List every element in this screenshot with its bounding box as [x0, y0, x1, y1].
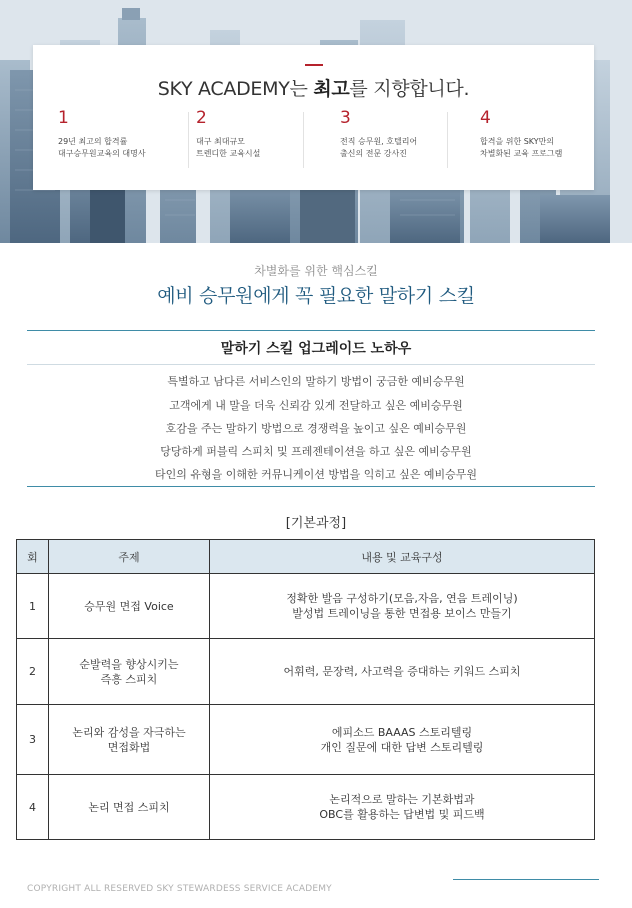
- feature-description: 29년 최고의 합격률 대구승무원교육의 대명사: [58, 137, 146, 158]
- knowhow-point: 특별하고 남다른 서비스인의 말하기 방법이 궁금한 예비승무원: [167, 375, 465, 388]
- curriculum-title: [기본과정]: [285, 516, 347, 531]
- divider: [27, 486, 595, 487]
- cell-no: 1: [17, 574, 49, 639]
- divider: [447, 112, 448, 168]
- table-row: [17, 705, 595, 775]
- cell-no: 4: [17, 775, 49, 840]
- feature-number: 2: [196, 108, 207, 128]
- knowhow-point: 호감을 주는 말하기 방법으로 경쟁력을 높이고 싶은 예비승무원: [165, 422, 467, 435]
- table-header-row: [17, 540, 595, 574]
- feature-item-2: [196, 108, 328, 160]
- table-row: [17, 639, 595, 705]
- divider: [27, 364, 595, 365]
- knowhow-title: 말하기 스킬 업그레이드 노하우: [220, 341, 412, 357]
- hero-title: SKY ACADEMY는 최고를 지향합니다.: [157, 78, 470, 100]
- divider: [188, 112, 189, 168]
- feature-description: 합격을 위한 SKY만의 차별화된 교육 프로그램: [480, 137, 563, 158]
- table-row: [17, 574, 595, 639]
- hero-banner: [0, 0, 632, 243]
- cell-content: 논리적으로 말하는 기본화법과 OBC를 활용하는 답변법 및 피드백: [210, 775, 595, 840]
- cell-content: 에피소드 BAAAS 스토리텔링 개인 질문에 대한 답변 스토리텔링: [210, 705, 595, 775]
- feature-number: 1: [58, 108, 69, 128]
- cell-content: 정확한 발음 구성하기(모음,자음, 연음 트레이닝) 발성법 트레이닝을 통한 면접용 보이스 만들기: [210, 574, 595, 639]
- column-header-no: 회: [17, 540, 49, 574]
- cell-no: 2: [17, 639, 49, 705]
- feature-item-1: [58, 108, 190, 160]
- column-header-content: 내용 및 교육구성: [210, 540, 595, 574]
- feature-item-4: [480, 108, 612, 160]
- cell-topic: 논리와 감성을 자극하는 면접화법: [49, 705, 210, 775]
- curriculum-table: [16, 539, 595, 840]
- section-title: 예비 승무원에게 꼭 필요한 말하기 스킬: [157, 285, 475, 307]
- cell-topic: 순발력을 향상시키는 즉흥 스피치: [49, 639, 210, 705]
- accent-mark: [305, 64, 323, 66]
- table-row: [17, 775, 595, 840]
- divider: [27, 330, 595, 331]
- feature-description: 전직 승무원, 호텔리어 출신의 전문 강사진: [340, 137, 418, 158]
- feature-number: 4: [480, 108, 491, 128]
- knowhow-point: 당당하게 퍼블릭 스피치 및 프레젠테이션을 하고 싶은 예비승무원: [160, 445, 472, 458]
- copyright-text: COPYRIGHT ALL RESERVED SKY STEWARDESS SERVICE ACADEMY: [27, 884, 332, 894]
- cell-topic: 승무원 면접 Voice: [49, 574, 210, 639]
- divider: [453, 879, 599, 880]
- cell-no: 3: [17, 705, 49, 775]
- section-kicker: 차별화를 위한 핵심스킬: [254, 264, 378, 278]
- knowhow-point: 고객에게 내 말을 더욱 신뢰감 있게 전달하고 싶은 예비승무원: [169, 399, 463, 412]
- divider: [303, 112, 304, 168]
- cell-content: 어휘력, 문장력, 사고력을 증대하는 키워드 스피치: [210, 639, 595, 705]
- feature-description: 대구 최대규모 트렌디한 교육시설: [196, 137, 261, 158]
- column-header-topic: 주제: [49, 540, 210, 574]
- feature-number: 3: [340, 108, 351, 128]
- cell-topic: 논리 면접 스피치: [49, 775, 210, 840]
- knowhow-point: 타인의 유형을 이해한 커뮤니케이션 방법을 익히고 싶은 예비승무원: [154, 468, 477, 481]
- feature-item-3: [340, 108, 472, 160]
